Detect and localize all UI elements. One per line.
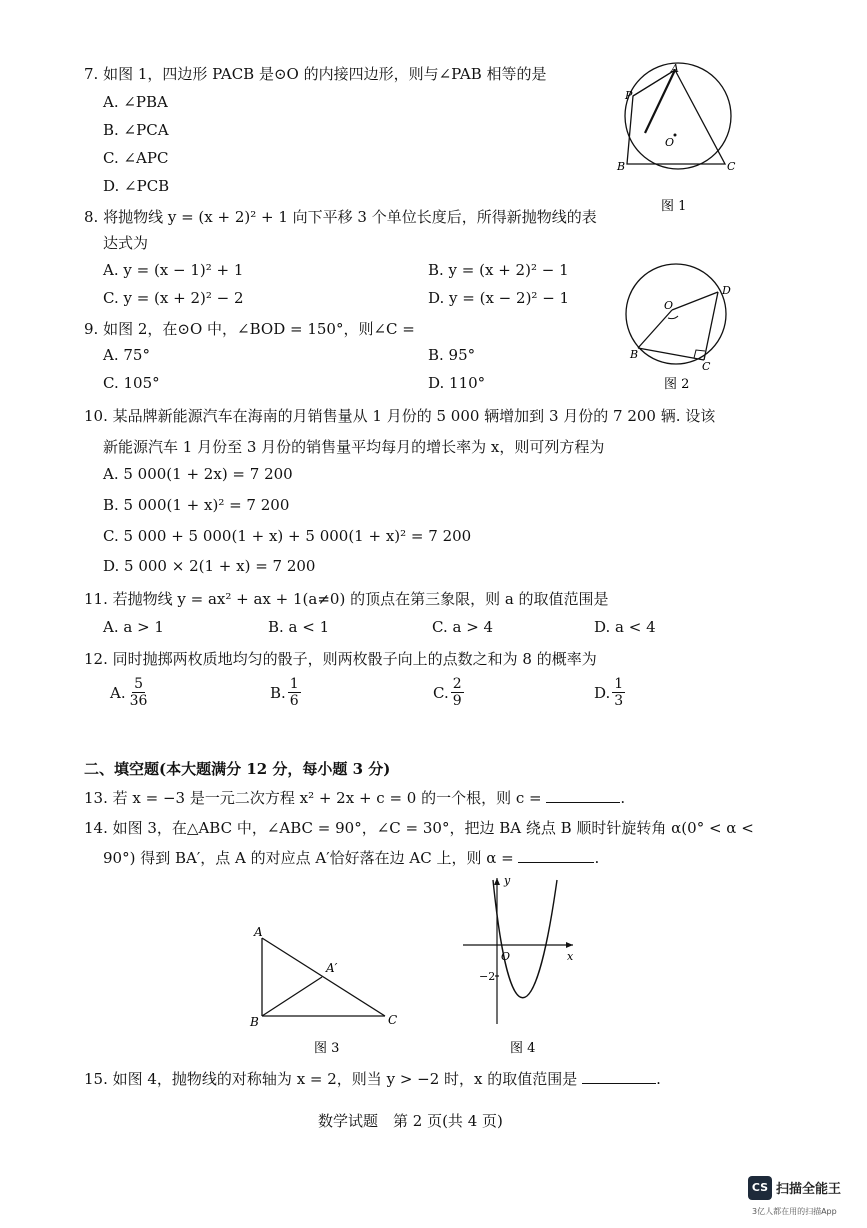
q12-option-a-fraction	[128, 676, 150, 709]
q14-answer-blank	[518, 862, 594, 863]
q9-option-d: D. 110°	[428, 374, 486, 392]
q12-option-b-letter: B.	[270, 683, 286, 702]
q10-option-a: A. 5 000(1 + 2x) = 7 200	[103, 465, 293, 483]
q9-option-b: B. 95°	[428, 346, 476, 364]
q8-option-c: C. y = (x + 2)² − 2	[103, 289, 244, 307]
q13-answer-blank	[546, 802, 620, 803]
scanner-watermark	[748, 1176, 858, 1220]
fig1-label-c: C	[727, 160, 736, 173]
fig1-label-o: O	[665, 136, 675, 149]
fig1-caption: 图 1	[661, 199, 687, 214]
q12-option-d-fraction	[612, 676, 625, 709]
q13	[84, 787, 625, 808]
fig1-label-b: B	[617, 160, 626, 173]
q13-stem: 13. 若 x = −3 是一元二次方程 x² + 2x + c = 0 的一个根，则 c =	[84, 789, 542, 807]
q8-option-b: B. y = (x + 2)² − 1	[428, 261, 569, 279]
q11-option-b: B. a < 1	[268, 618, 330, 636]
q9-option-a: A. 75°	[103, 346, 150, 364]
figure-1-circle-quadrilateral	[605, 58, 755, 220]
q12-option-a-numerator: 5	[134, 676, 143, 692]
q15-stem: 15. 如图 4，抛物线的对称轴为 x = 2，则当 y > −2 时，x 的取值范围是	[84, 1070, 578, 1088]
q10-option-d: D. 5 000 × 2(1 + x) = 7 200	[103, 557, 316, 575]
q7-option-c: C. ∠APC	[103, 149, 169, 167]
q14-stem-line1: 14. 如图 3，在△ABC 中，∠ABC = 90°，∠C = 30°，把边 BA 绕点 B 顺时针旋转角 α(0° < α <	[84, 819, 754, 837]
q12-option-b-fraction	[288, 676, 301, 709]
fig3-caption: 图 3	[314, 1041, 340, 1056]
fig4-label-origin: O	[501, 950, 511, 963]
q12-option-d	[594, 676, 625, 709]
q14-stem-line2: 90°) 得到 BA′，点 A 的对应点 A′恰好落在边 AC 上，则 α =	[103, 849, 514, 867]
q11-option-a: A. a > 1	[103, 618, 164, 636]
q11-stem: 11. 若抛物线 y = ax² + ax + 1(a≠0) 的顶点在第三象限，则 a 的取值范围是	[84, 590, 609, 608]
q7-option-a: A. ∠PBA	[103, 93, 168, 111]
q15-answer-blank	[582, 1083, 656, 1084]
q12-option-b-denominator: 6	[289, 693, 299, 709]
fig2-caption: 图 2	[664, 377, 690, 392]
q8-option-d: D. y = (x − 2)² − 1	[428, 289, 570, 307]
fig4-label-minus-2: −2	[479, 970, 496, 983]
q12-option-c-denominator: 9	[452, 693, 462, 709]
q15-end: .	[656, 1070, 661, 1088]
q12-option-b	[270, 676, 301, 709]
q9-option-c: C. 105°	[103, 374, 160, 392]
fig2-label-d: D	[722, 284, 731, 297]
q10-stem-line1: 10. 某品牌新能源汽车在海南的月销售量从 1 月份的 5 000 辆增加到 3 月份的 7 200 辆. 设该	[84, 407, 716, 425]
q8-option-a: A. y = (x − 1)² + 1	[103, 261, 244, 279]
fig4-label-x: x	[567, 950, 574, 963]
q9-stem: 9. 如图 2，在⊙O 中，∠BOD = 150°，则∠C =	[84, 320, 415, 338]
q12-option-a	[110, 676, 149, 709]
fig3-label-a: A	[254, 925, 263, 939]
fig2-label-o: O	[664, 299, 674, 312]
fig3-label-c: C	[388, 1013, 398, 1027]
q12-option-c-numerator: 2	[452, 676, 462, 692]
watermark-app-name: 扫描全能王	[776, 1182, 842, 1197]
q11-option-d: D. a < 4	[594, 618, 656, 636]
q12-option-c	[433, 676, 464, 709]
q12-option-d-denominator: 3	[614, 693, 624, 709]
q12-option-c-fraction	[451, 676, 464, 709]
q12-stem: 12. 同时抛掷两枚质地均匀的骰子，则两枚骰子向上的点数之和为 8 的概率为	[84, 650, 597, 668]
fig2-label-b: B	[630, 348, 639, 361]
q7-stem: 7. 如图 1，四边形 PACB 是⊙O 的内接四边形，则与∠PAB 相等的是	[84, 65, 547, 83]
watermark-tagline: 3亿人都在用的扫描App	[752, 1207, 837, 1216]
q8-stem-line2: 达式为	[103, 234, 149, 252]
fig4-caption: 图 4	[510, 1041, 536, 1056]
figure-3-right-triangle	[240, 918, 420, 1063]
q14-end: .	[594, 849, 600, 867]
q11-option-c: C. a > 4	[432, 618, 494, 636]
fig1-label-p: P	[625, 89, 633, 102]
fig2-label-c: C	[702, 360, 711, 373]
fig3-label-a-prime: A′	[326, 961, 338, 975]
q12-option-a-denominator: 36	[129, 693, 148, 709]
q13-end: .	[620, 789, 626, 807]
q12-option-a-letter: A.	[110, 683, 126, 702]
q10-option-c: C. 5 000 + 5 000(1 + x) + 5 000(1 + x)² = 7 200	[103, 527, 472, 545]
fig1-label-a: A	[671, 62, 679, 75]
q10-stem-line2: 新能源汽车 1 月份至 3 月份的销售量平均每月的增长率为 x，则可列方程为	[103, 438, 605, 456]
figure-4-parabola	[455, 872, 585, 1062]
q12-option-c-letter: C.	[433, 683, 449, 702]
q7-option-d: D. ∠PCB	[103, 177, 170, 195]
q15	[84, 1068, 661, 1089]
q7-option-b: B. ∠PCA	[103, 121, 169, 139]
q12-option-b-numerator: 1	[289, 676, 299, 692]
camscanner-logo-icon: CS	[748, 1176, 772, 1200]
figure-2-circle-angle	[618, 262, 748, 397]
fig3-label-b: B	[250, 1015, 259, 1029]
fig4-label-y: y	[504, 874, 511, 887]
q12-option-d-numerator: 1	[614, 676, 624, 692]
section-2-title: 二、填空题(本大题满分 12 分，每小题 3 分)	[84, 760, 391, 778]
q10-option-b: B. 5 000(1 + x)² = 7 200	[103, 496, 290, 514]
q12-option-d-letter: D.	[594, 683, 611, 702]
q14-line2	[103, 847, 599, 868]
page-footer: 数学试题 第 2 页(共 4 页)	[318, 1112, 503, 1130]
q8-stem-line1: 8. 将抛物线 y = (x + 2)² + 1 向下平移 3 个单位长度后，所得新抛物线的表	[84, 208, 597, 226]
